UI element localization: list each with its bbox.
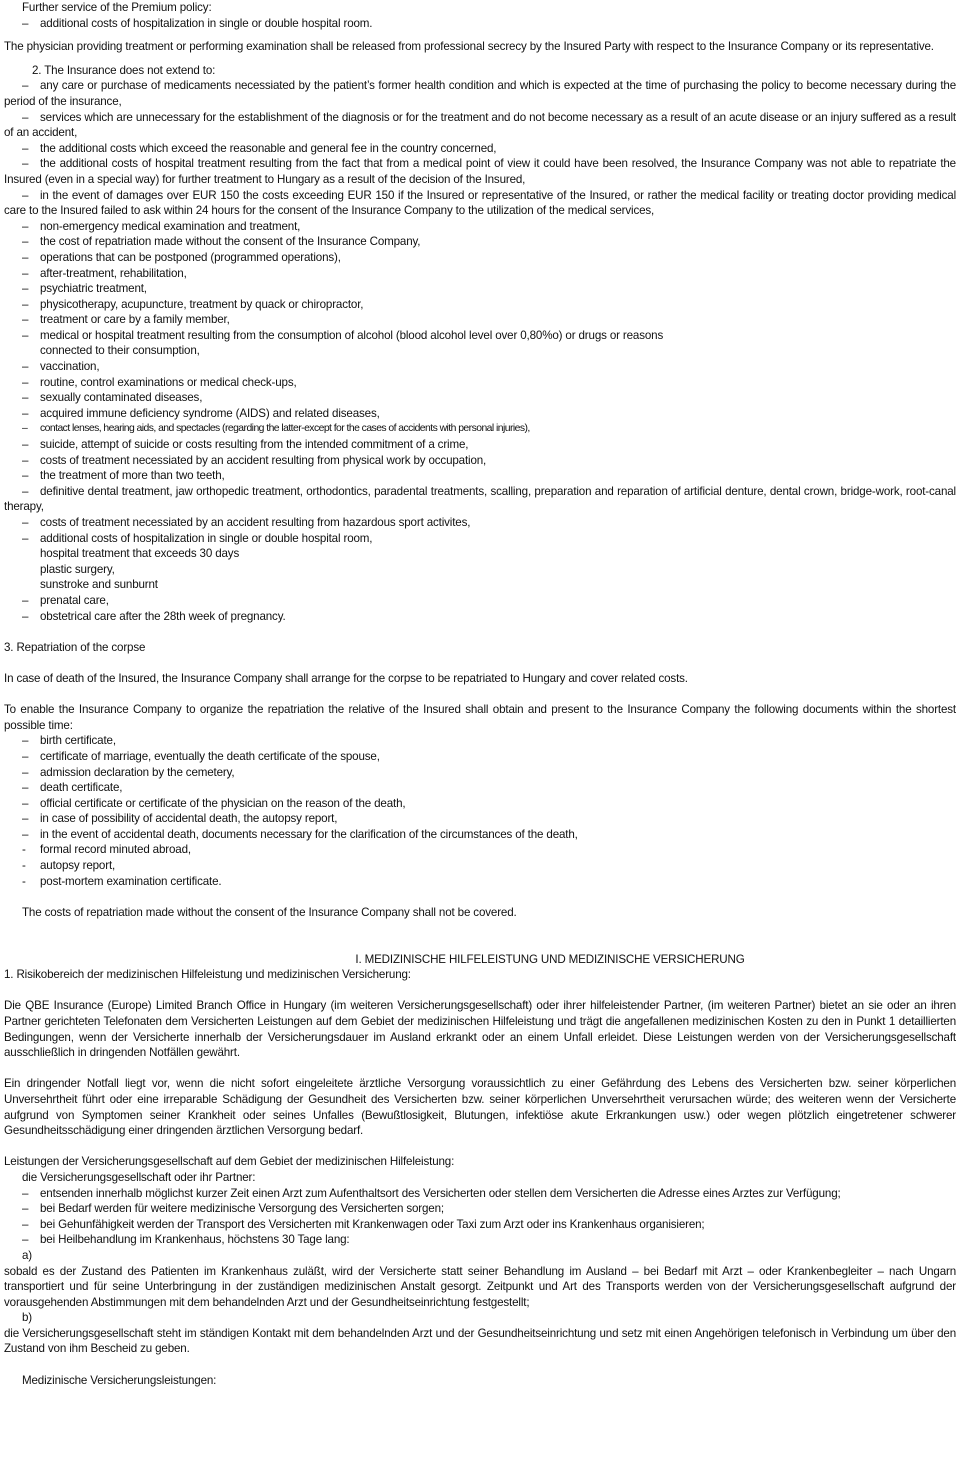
exclusions-list xyxy=(4,78,956,624)
section-title: I. MEDIZINISCHE HILFELEISTUNG UND MEDIZINISCHE VERSICHERUNG xyxy=(355,952,745,966)
list-item: – costs of treatment necessiated by an accident resulting from hazardous sport activites, xyxy=(4,515,956,531)
german-paragraph-2: Ein dringender Notfall liegt vor, wenn die nicht sofort eingeleitete ärztliche Versorgung voraussichtlich zu einer Gefährdung des Lebens des Versicherten bzw. seiner körperlichen Unversehrtheit führt oder eine irreparable Schädigung der Gesundheit des Versicherten bzw. seiner körperlichen Unversehrtheit verursachen würde; des weiteren wenn der Versicherte aufgrund von Symptomen seiner Krankheit oder seines Unfalles (Bewußtlosigkeit, Blutungen, infektiöse akute Erkrankungen usw.) oder wegen plötzlich eingetretener schwerer Gesundheitsschädigung einer dringenden ärztlichen Versorgung bedarf. xyxy=(4,1077,956,1138)
subsection-heading: 1. Risikobereich der medizinischen Hilfeleistung und medizinischen Versicherung: xyxy=(4,968,411,982)
list-item: - autopsy report, xyxy=(4,858,956,874)
list-item: – bei Gehunfähigkeit werden der Transport des Versicherten mit Krankenwagen oder Taxi zum Arzt oder ins Krankenhaus organisieren; xyxy=(4,1217,956,1233)
list-item: – suicide, attempt of suicide or costs resulting from the intended commitment of a crime, xyxy=(4,437,956,453)
list-item: – in the event of accidental death, documents necessary for the clarification of the circumstances of the death, xyxy=(4,827,956,843)
list-item: – vaccination, xyxy=(4,359,956,375)
list-item: – the treatment of more than two teeth, xyxy=(4,468,956,484)
list-item: – official certificate or certificate of the physician on the reason of the death, xyxy=(4,796,956,812)
repatriation-paragraph-1: In case of death of the Insured, the Insurance Company shall arrange for the corpse to be repatriated to Hungary and cover related costs. xyxy=(4,671,688,685)
list-item: – the additional costs which exceed the reasonable and general fee in the country concerned, xyxy=(4,141,956,157)
partner-line: die Versicherungsgesellschaft oder ihr Partner: xyxy=(22,1170,256,1184)
list-item: – bei Bedarf werden für weitere medizinische Versorgung des Versicherten sorgen; xyxy=(4,1201,956,1217)
list-item: – bei Heilbehandlung im Krankenhaus, höchstens 30 Tage lang: xyxy=(4,1232,956,1248)
list-item: – physicotherapy, acupuncture, treatment by quack or chiropractor, xyxy=(4,297,956,313)
list-item: – operations that can be postponed (programmed operations), xyxy=(4,250,956,266)
list-item: – acquired immune deficiency syndrome (AIDS) and related diseases, xyxy=(4,406,956,422)
list-item: – in case of possibility of accidental death, the autopsy report, xyxy=(4,811,956,827)
list-dash: – xyxy=(22,157,29,171)
list-item-plain: plastic surgery, xyxy=(40,562,115,576)
list-dash: – xyxy=(22,110,29,124)
list-dash: – xyxy=(22,79,29,93)
list-item: – in the event of damages over EUR 150 the costs exceeding EUR 150 if the Insured or representative of the Insured, or rather the medical facility or treating doctor providing medical care to the Insured failed to ask within 24 hours for the consent of the Insurance Company to the utilization of the medical services, xyxy=(4,188,956,218)
repatriation-paragraph-2: To enable the Insurance Company to organize the repatriation the relative of the Insured shall obtain and present to the Insurance Company the following documents within the shortest possible time: xyxy=(4,703,956,732)
list-item: – admission declaration by the cemetery, xyxy=(4,765,956,781)
list-item: – non-emergency medical examination and treatment, xyxy=(4,219,956,235)
medical-insurance-heading: Medizinische Versicherungsleistungen: xyxy=(22,1373,217,1387)
list-item: – prenatal care, xyxy=(4,593,956,609)
list-item: – routine, control examinations or medical check-ups, xyxy=(4,375,956,391)
list-item: - formal record minuted abroad, xyxy=(4,842,956,858)
list-item-plain: hospital treatment that exceeds 30 days xyxy=(40,547,240,561)
list-item: – definitive dental treatment, jaw orthopedic treatment, orthodontics, paradental treatments, scalling, preparation and reparation of artificial denture, dental crown, bridge-work, root-canal therapy, xyxy=(4,484,956,514)
list-dash: – xyxy=(22,188,29,202)
list-dash: – xyxy=(22,484,29,498)
list-item: – entsenden innerhalb möglichst kurzer Zeit einen Arzt zum Aufenthaltsort des Versicherten oder stellen dem Versicherten die Adresse eines Arztes zur Verfügung; xyxy=(4,1186,956,1202)
list-item-plain: sunstroke and sunburnt xyxy=(40,578,158,592)
list-item: – the cost of repatriation made without the consent of the Insurance Company, xyxy=(4,234,956,250)
services-list xyxy=(4,1186,956,1248)
list-item: – after-treatment, rehabilitation, xyxy=(4,266,956,282)
clause-a-label: a) xyxy=(22,1248,33,1262)
list-item: – obstetrical care after the 28th week of pregnancy. xyxy=(4,609,956,625)
german-paragraph-1: Die QBE Insurance (Europe) Limited Branch Office in Hungary (im weiteren Versicherungsgesellschaft) oder ihrer hilfeleistender Partner, (im weiteren Partner) bietet an sie oder an ihren Partner gerichteten Telefonaten dem Versicherten Leistungen auf dem Gebiet der medizinischen Hilfeleistung und trägt die angefallenen medizinischen Kosten zu den in Punkt 1 detaillierten Bedingungen, wenn der Versicherte innerhalb der Versicherungsdauer im Ausland erkrankt oder an einem Unfall erleidet. Diese Leistungen werden von der Versicherungsgesellschaft ausschließlich in dringenden Notfällen gewährt. xyxy=(4,999,956,1060)
list-item: – medical or hospital treatment resulting from the consumption of alcohol (blood alcohol level over 0,80%o) or drugs or reasons xyxy=(4,328,956,344)
list-item: – costs of treatment necessiated by an accident resulting from physical work by occupation, xyxy=(4,453,956,469)
premium-item: – additional costs of hospitalization in single or double hospital room. xyxy=(4,16,956,32)
clause-b-text: die Versicherungsgesellschaft steht im ständigen Kontakt mit dem behandelnden Arzt und der Gesundheitseinrichtung und setz mit einen Angehörigen telefonisch in Verbindung um über den Zustand von ihm Bescheid zu geben. xyxy=(4,1326,956,1356)
documents-list xyxy=(4,733,956,889)
repatriation-heading: 3. Repatriation of the corpse xyxy=(4,640,146,654)
clause-b-label: b) xyxy=(22,1311,33,1325)
list-item: – the additional costs of hospital treatment resulting from the fact that from a medical point of view it could have been resolved, the Insurance Company was not able to repatriate the Insured (even in a special way) for further treatment to Hungary as a result of the decision of the Insured, xyxy=(4,157,956,186)
list-item: – treatment or care by a family member, xyxy=(4,312,956,328)
secrecy-paragraph: The physician providing treatment or performing examination shall be released from professional secrecy by the Insured Party with respect to the Insurance Company or its representative. xyxy=(4,40,934,54)
list-item: – any care or purchase of medicaments necessiated by the patient’s former health condition and which is expected at the time of purchasing the policy to become necessary during the period of the insurance, xyxy=(4,79,956,108)
list-item: – death certificate, xyxy=(4,780,956,796)
list-item: - post-mortem examination certificate. xyxy=(4,874,956,890)
list-item: – additional costs of hospitalization in single or double hospital room, xyxy=(4,531,956,547)
list-item: – psychiatric treatment, xyxy=(4,281,956,297)
list-item: – birth certificate, xyxy=(4,733,956,749)
services-heading: Leistungen der Versicherungsgesellschaft auf dem Gebiet der medizinischen Hilfeleistung: xyxy=(4,1155,455,1169)
clause-a-text: sobald es der Zustand des Patienten im Krankenhaus zuläßt, wird der Versicherte statt seiner Behandlung im Ausland – bei Bedarf mit Arzt – oder Krankenbegleiter – nach Ungarn transportiert und für seine Unterbringung in der zuständigen medizinischen Anstalt gesorgt. Zeitpunkt und Art des Transports werden von der Versicherungsgesellschaft aufgrund der vorausgehenden Abstimmungen mit dem behandelnden Arzt und der Gesundheitseinrichtung festgestellt; xyxy=(4,1264,956,1309)
premium-title: Further service of the Premium policy: xyxy=(22,1,212,14)
exclusions-heading: 2. The Insurance does not extend to: xyxy=(32,63,216,77)
repatriation-note: The costs of repatriation made without the consent of the Insurance Company shall not be covered. xyxy=(22,905,517,919)
list-item-continuation: connected to their consumption, xyxy=(40,344,200,358)
list-item: – contact lenses, hearing aids, and spectacles (regarding the latter-except for the cases of accidents with personal injuries), xyxy=(4,421,956,437)
list-item: – services which are unnecessary for the establishment of the diagnosis or for the treatment and do not become necessary as a result of an acute disease or an injury suffered as a result of an accident, xyxy=(4,110,956,140)
list-item: – certificate of marriage, eventually the death certificate of the spouse, xyxy=(4,749,956,765)
list-item: – sexually contaminated diseases, xyxy=(4,390,956,406)
